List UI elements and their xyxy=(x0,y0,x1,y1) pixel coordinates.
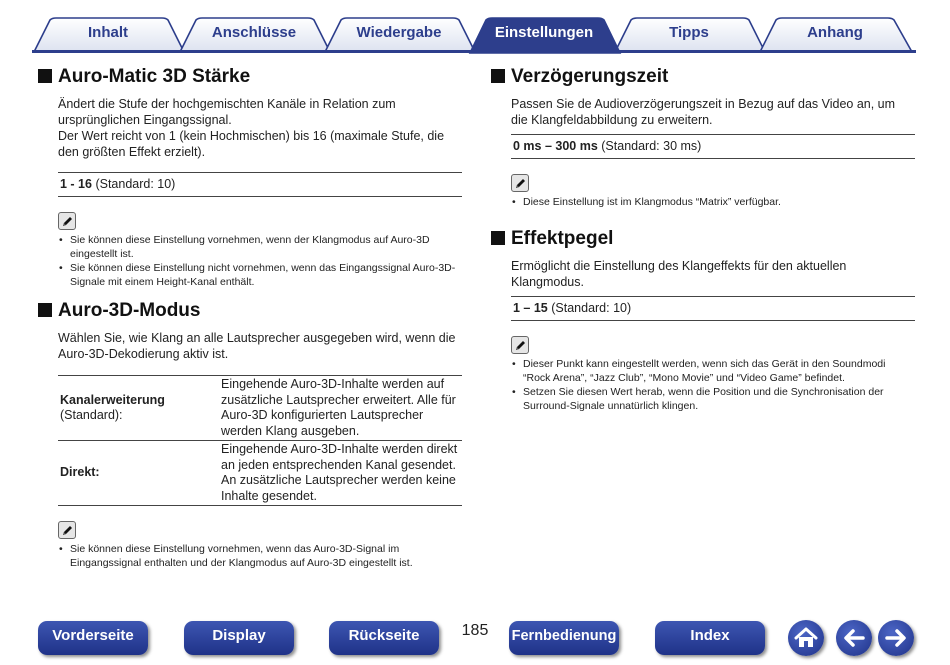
back-button[interactable] xyxy=(836,620,872,656)
section-description xyxy=(58,330,462,362)
arrow-right-icon xyxy=(878,620,914,656)
square-bullet-icon xyxy=(491,231,505,245)
notes-list xyxy=(58,233,462,289)
pencil-note-icon xyxy=(511,336,529,354)
note-item: • Sie können diese Einstellung vornehmen, wenn der Klangmodus auf Auro-3D eingestellt ist. xyxy=(58,233,462,261)
square-bullet-icon xyxy=(38,303,52,317)
option-value: Eingehende Auro-3D-Inhalte werden auf zusätzliche Lautsprecher erweitert. Alle für Auro-3D konfigurierten Lautsprecher werden Klang ausgeben. xyxy=(221,377,456,438)
section-title-text: Effektpegel xyxy=(511,228,614,249)
rueckseite-button[interactable]: Rückseite xyxy=(329,621,439,655)
vorderseite-button[interactable]: Vorderseite xyxy=(38,621,148,655)
mode-options-table xyxy=(58,375,462,506)
description-line: Ermöglicht die Einstellung des Klangeffekts für den aktuellen Klangmodus. xyxy=(511,259,847,289)
value-range-box xyxy=(511,134,915,159)
note-item: • Setzen Sie diesen Wert herab, wenn die Position und die Synchronisation der Surround-Signale unnatürlich klingen. xyxy=(511,385,915,413)
home-icon xyxy=(788,620,824,656)
section-title-auro-mode xyxy=(38,298,462,324)
pencil-note-icon xyxy=(58,521,76,539)
value-default: (Standard: 10) xyxy=(91,177,176,191)
option-key xyxy=(58,441,219,506)
forward-button[interactable] xyxy=(878,620,914,656)
description-line: Der Wert reicht von 1 (kein Hochmischen) bis 16 (maximale Stufe, die den größten Effekt erzielt). xyxy=(58,129,445,159)
section-title-effect xyxy=(491,226,915,252)
value-range: 1 - 16 xyxy=(60,177,92,191)
option-value: Eingehende Auro-3D-Inhalte werden direkt an jeden entsprechenden Kanal gesendet. An zusätzliche Lautsprecher werden keine Inhalte gesendet. xyxy=(221,442,458,503)
arrow-left-icon xyxy=(836,620,872,656)
right-column xyxy=(491,64,915,413)
section-title-auro-matic xyxy=(38,64,462,90)
option-key-bold: Direkt: xyxy=(60,465,100,480)
notes-list xyxy=(511,357,915,413)
square-bullet-icon xyxy=(491,69,505,83)
value-default: (Standard: 30 ms) xyxy=(597,139,702,153)
note-item: • Dieser Punkt kann eingestellt werden, wenn sich das Gerät in den Soundmodi “Rock Arena”, “Jazz Club”, “Mono Movie” und “Video Game” befindet. xyxy=(511,357,915,385)
display-button[interactable]: Display xyxy=(184,621,294,655)
option-key-bold: Kanalerweiterung xyxy=(60,392,165,407)
description-line: Wählen Sie, wie Klang an alle Lautsprecher ausgegeben wird, wenn die Auro-3D-Dekodierung aktiv ist. xyxy=(58,331,456,361)
tab-inhalt[interactable]: Inhalt xyxy=(88,24,128,41)
section-title-text: Auro-3D-Modus xyxy=(58,300,201,321)
table-row xyxy=(58,376,462,441)
table-row xyxy=(58,441,462,506)
page-number: 185 xyxy=(461,622,489,639)
section-description xyxy=(511,258,915,290)
description-line: Passen Sie de Audioverzögerungszeit in Bezug auf das Video an, um die Klangfeldabbildung zu erweitern. xyxy=(511,97,896,127)
notes-list xyxy=(511,195,915,209)
section-title-text: Auro-Matic 3D Stärke xyxy=(58,66,251,87)
tab-tipps[interactable]: Tipps xyxy=(669,24,709,41)
tab-anhang[interactable]: Anhang xyxy=(807,24,863,41)
note-item: • Diese Einstellung ist im Klangmodus “Matrix” verfügbar. xyxy=(511,195,915,209)
value-range-box xyxy=(511,296,915,321)
tab-einstellungen[interactable]: Einstellungen xyxy=(494,24,594,41)
pencil-note-icon xyxy=(511,174,529,192)
section-title-delay xyxy=(491,64,915,90)
section-description xyxy=(58,96,462,160)
home-button[interactable] xyxy=(788,620,824,656)
tab-bar xyxy=(0,0,950,56)
note-item: • Sie können diese Einstellung nicht vornehmen, wenn das Eingangssignal Auro-3D-Signale mit einem Height-Kanal enthält. xyxy=(58,261,462,289)
value-range: 1 – 15 xyxy=(513,301,548,315)
notes-list xyxy=(58,542,462,570)
square-bullet-icon xyxy=(38,69,52,83)
value-range-box xyxy=(58,172,462,197)
tab-wiedergabe[interactable]: Wiedergabe xyxy=(356,24,442,41)
option-key xyxy=(58,376,219,441)
fernbedienung-button[interactable]: Fernbedienung xyxy=(509,621,619,655)
option-key-suffix: (Standard): xyxy=(60,408,123,422)
value-default: (Standard: 10) xyxy=(547,301,632,315)
left-column xyxy=(38,64,462,570)
note-item: • Sie können diese Einstellung vornehmen, wenn das Auro-3D-Signal im Eingangssignal enthalten und der Klangmodus auf Auro-3D eingestellt ist. xyxy=(58,542,462,570)
value-range: 0 ms – 300 ms xyxy=(513,139,598,153)
section-title-text: Verzögerungszeit xyxy=(511,66,669,87)
section-description xyxy=(511,96,915,128)
index-button[interactable]: Index xyxy=(655,621,765,655)
pencil-note-icon xyxy=(58,212,76,230)
description-line: Ändert die Stufe der hochgemischten Kanäle in Relation zum ursprünglichen Eingangssignal. xyxy=(58,97,396,127)
tab-anschluesse[interactable]: Anschlüsse xyxy=(211,24,297,41)
